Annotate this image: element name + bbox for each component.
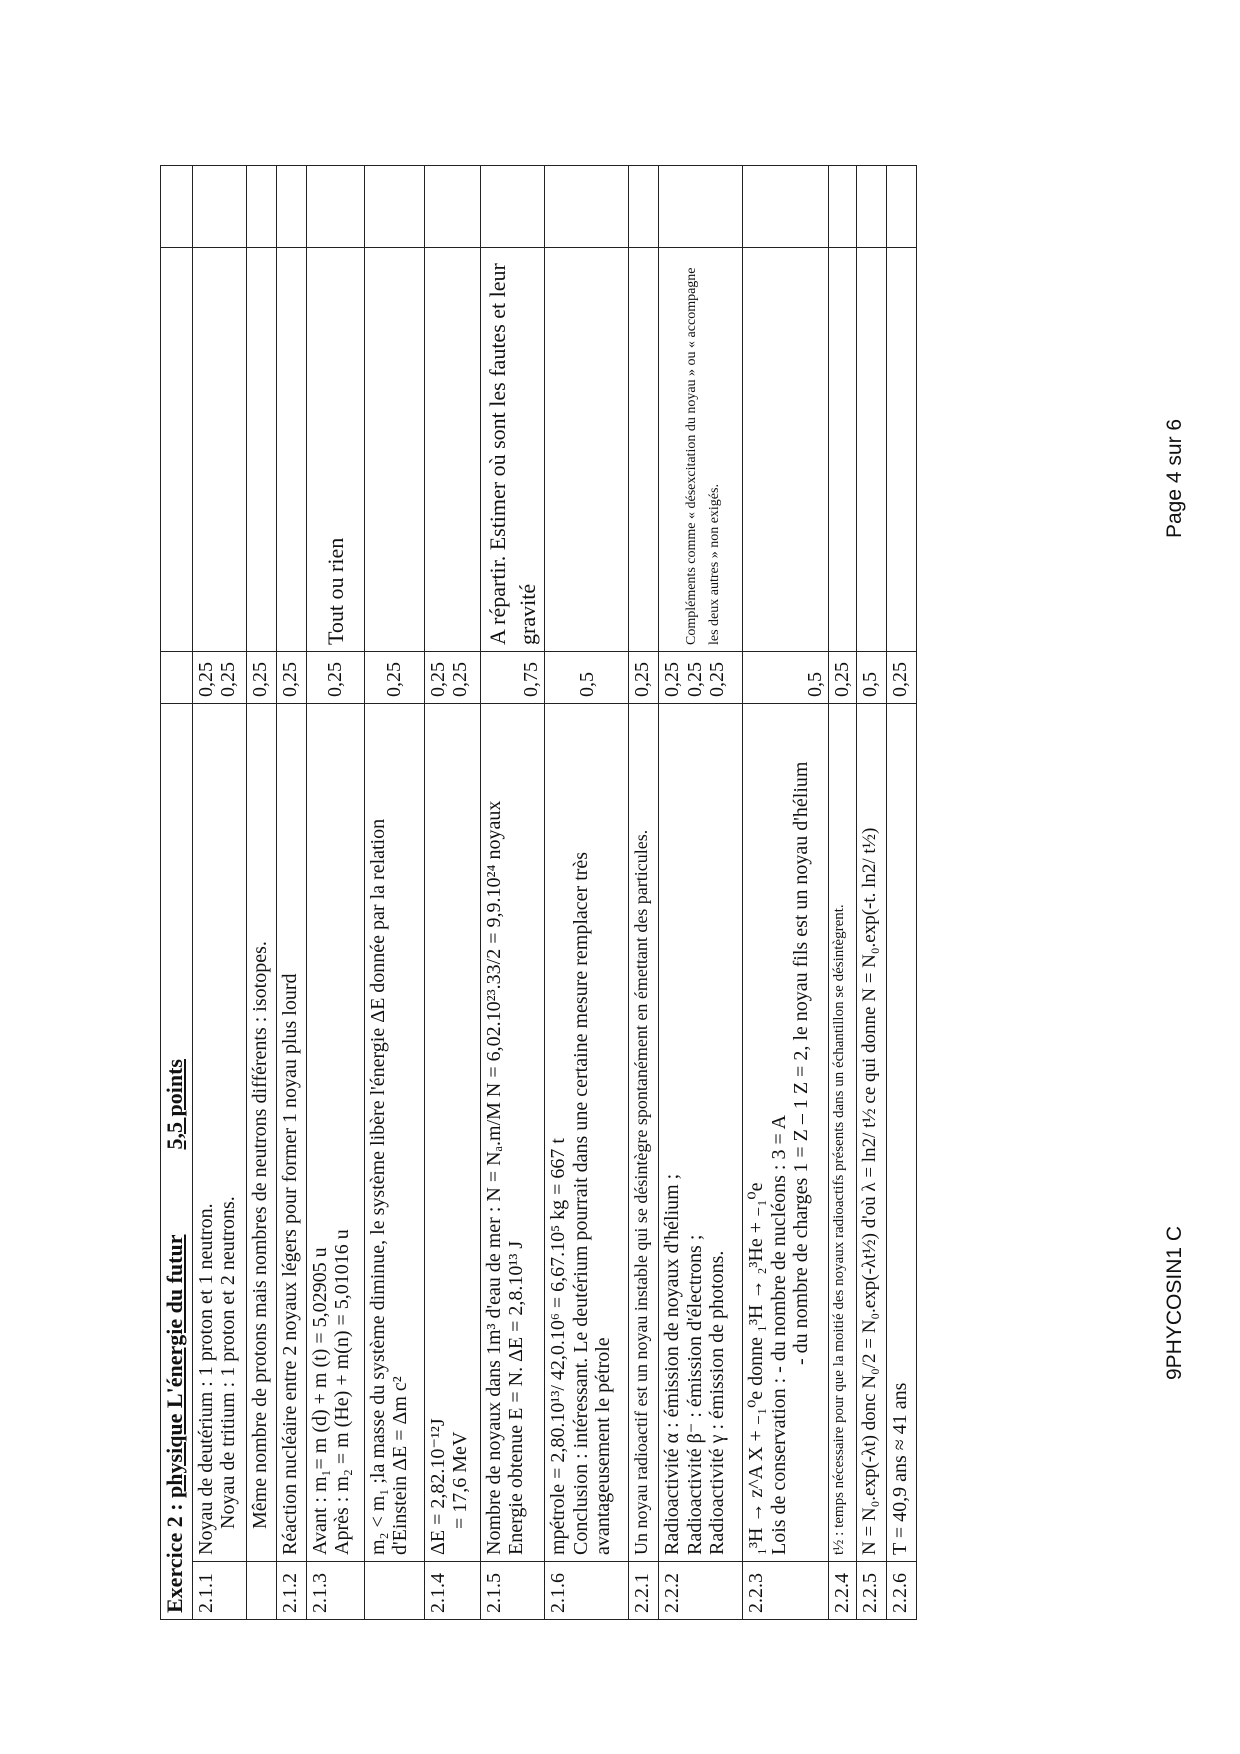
remark-cell [545,248,629,652]
question-number: 2.1.2 [277,1562,307,1620]
remark-cell [887,248,917,652]
table-row [307,166,365,1620]
question-number: 2.2.3 [743,1562,829,1620]
table-row [857,166,887,1620]
question-number: 2.1.3 [307,1562,365,1620]
remark-cell [277,248,307,652]
remark-cell [365,248,425,652]
exercise-points: 5,5 points [162,1059,187,1150]
points-cell: 0,25 [365,652,425,704]
points-cell: 0,25 [247,652,277,704]
table-row [425,166,481,1620]
points-cell: 0,5 [545,652,629,704]
answer-text: N = N₀.exp(-λt) donc N₀/2 = N₀.exp(-λt½) d'où λ = ln2/ t½ ce qui donne N = N₀.exp(-t. ln2/ t½) [857,704,887,1562]
remark-cell [193,248,247,652]
question-number: 2.1.1 [193,1562,247,1620]
answer-text: ₁³H → z^A X + ₋₁⁰e donne ₁³H → ₂³He + ₋₁⁰e Lois de conservation : - du nombre de nucléons : 3 = A - du nombre de charges 1 = Z – 1 Z = 2, le noyau fils est un noyau d'hélium [743,704,829,1562]
answer-text: mpétrole = 2,80.10¹³/ 42,0.10⁶ = 6,67.10⁵ kg = 667 t Conclusion : intéressant. Le deutérium pourrait dans une certaine mesure remplacer très avantageusement le pétrole [545,704,629,1562]
answer-text: Noyau de deutérium : 1 proton et 1 neutron. Noyau de tritium : 1 proton et 2 neutrons. [193,704,247,1562]
answer-text: Un noyau radioactif est un noyau instable qui se désintègre spontanément en émettant des particules. [629,704,659,1562]
answer-text: Avant : m₁= m (d) + m (t) = 5,02905 u Après : m₂ = m (He) + m(n) = 5,01016 u [307,704,365,1562]
remark-cell [629,248,659,652]
table-row [277,166,307,1620]
table-row [887,166,917,1620]
table-row [743,166,829,1620]
table-row [659,166,743,1620]
answer-text: Radioactivité α : émission de noyaux d'hélium ; Radioactivité β⁻ : émission d'électrons ; Radioactivité γ : émission de photons. [659,704,743,1562]
exercise-header [161,704,193,1620]
points-cell: 0,25 [887,652,917,704]
question-number: 2.2.4 [829,1562,857,1620]
remark-cell [857,248,887,652]
remark-cell [743,248,829,652]
document-code: 9PHYCOSIN1 C [1163,1225,1186,1380]
remark-cell: Compléments comme « désexcitation du noyau » ou « accompagne les deux autres » non exigés. [659,248,743,652]
question-number: 2.2.6 [887,1562,917,1620]
answer-text: m₂ < m₁ ;la masse du système diminue, le système libère l'énergie ΔE donnée par la relation d'Einstein ΔE = Δm c² [365,704,425,1562]
points-cell: 0,5 [857,652,887,704]
rotated-page [160,166,1120,1620]
table-row [481,166,545,1620]
points-cell: 0,75 [481,652,545,704]
points-cell: 0,5 [743,652,829,704]
question-number: 2.2.5 [857,1562,887,1620]
remark-cell [425,248,481,652]
table-header-row [161,166,193,1620]
question-number: 2.2.2 [659,1562,743,1620]
points-cell: 0,25 [277,652,307,704]
answer-text: T = 40,9 ans ≈ 41 ans [887,704,917,1562]
answer-text: Même nombre de protons mais nombres de neutrons différents : isotopes. [247,704,277,1562]
answer-text: t½ : temps nécessaire pour que la moitié des noyaux radioactifs présents dans un échantillon se désintègrent. [829,704,857,1562]
question-number: 2.1.4 [425,1562,481,1620]
question-number [247,1562,277,1620]
exercise-title: Exercice 2 : physique L'énergie du futur [162,1234,187,1613]
remark-cell [247,248,277,652]
table-row [545,166,629,1620]
table-row [247,166,277,1620]
answer-text: Réaction nucléaire entre 2 noyaux légers pour former 1 noyau plus lourd [277,704,307,1562]
points-cell: 0,25 0,25 0,25 [659,652,743,704]
table-row [829,166,857,1620]
points-cell: 0,25 [829,652,857,704]
points-cell: 0,25 0,25 [425,652,481,704]
answer-text: ΔE = 2,82.10⁻¹²J = 17,6 MeV [425,704,481,1562]
points-cell: 0,25 [629,652,659,704]
remark-cell: Tout ou rien [307,248,365,652]
table-row [193,166,247,1620]
remark-cell [829,248,857,652]
table-row [365,166,425,1620]
points-cell: 0,25 [307,652,365,704]
question-number [365,1562,425,1620]
remark-cell: A répartir. Estimer où sont les fautes et leur gravité [481,248,545,652]
question-number: 2.1.6 [545,1562,629,1620]
question-number: 2.2.1 [629,1562,659,1620]
grading-table [160,165,917,1620]
page-number: Page 4 sur 6 [1163,418,1186,538]
points-cell: 0,25 0,25 [193,652,247,704]
question-number: 2.1.5 [481,1562,545,1620]
table-row [629,166,659,1620]
answer-text: Nombre de noyaux dans 1m³ d'eau de mer : N = Nₐ.m/M N = 6,02.10²³.33/2 = 9,9.10²⁴ noyaux Energie obtenue E = N. ΔE = 2,8.10¹³ J [481,704,545,1562]
